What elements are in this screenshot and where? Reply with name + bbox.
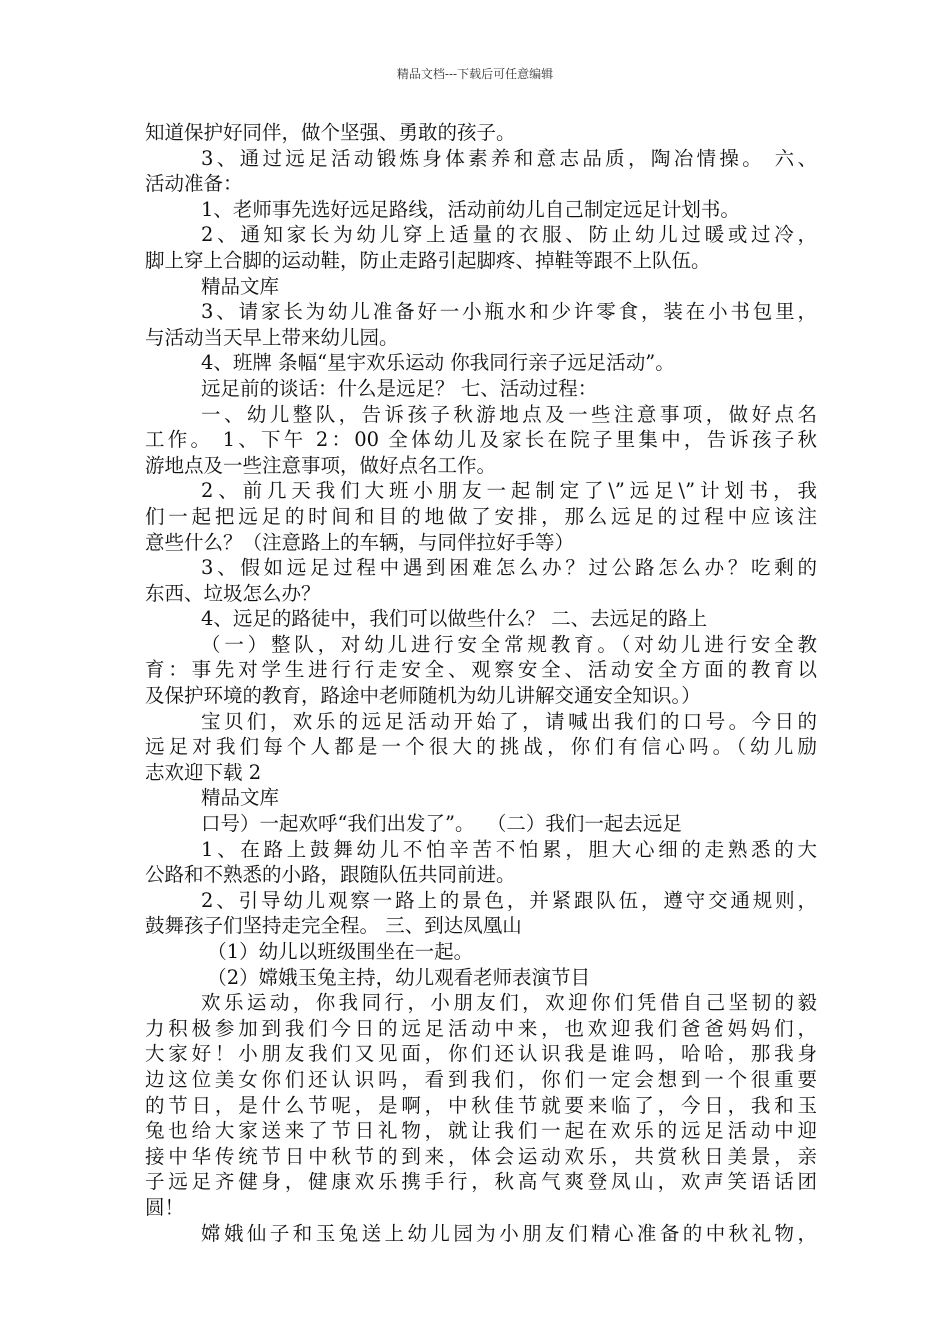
text-line: 精品文库 (201, 786, 280, 810)
text-line: 活动准备： (145, 172, 243, 196)
text-line: 鼓舞孩子们坚持走完全程。 三、到达凤凰山 (145, 914, 522, 938)
text-line: 宝贝们，欢乐的远足活动开始了，请喊出我们的口号。今日的 (201, 709, 817, 733)
text-line: 4、远足的路徒中，我们可以做些什么？ 二、去远足的路上 (201, 607, 708, 631)
text-line: 远足前的谈话：什么是远足？ 七、活动过程： (201, 376, 598, 400)
text-line: 志欢迎下载 2 (145, 760, 262, 784)
text-line: 兔也给大家送来了节日礼物，就让我们一起在欢乐的远足活动中迎 (145, 1119, 817, 1143)
text-line: 嫦娥仙子和玉兔送上幼儿园为小朋友们精心准备的中秋礼物， (201, 1221, 817, 1245)
text-line: 意些什么？（注意路上的车辆，与同伴拉好手等） (145, 530, 575, 554)
text-line: （1）幼儿以班级围坐在一起。 (201, 940, 474, 963)
text-line: 1、在路上鼓舞幼儿不怕辛苦不怕累，胆大心细的走熟悉的大 (201, 837, 817, 861)
text-line: 力积极参加到我们今日的远足活动中来，也欢迎我们爸爸妈妈们， (145, 1016, 817, 1040)
text-line: 1、老师事先选好远足路线，活动前幼儿自己制定远足计划书。 (201, 197, 740, 221)
text-line: 游地点及一些注意事项，做好点名工作。 (145, 453, 497, 477)
text-line: 育：事先对学生进行行走安全、观察安全、活动安全方面的教育以 (145, 658, 817, 682)
page-header: 精品文档---下载后可任意编辑 (396, 67, 554, 81)
text-line: 2、前几天我们大班小朋友一起制定了\”远足\”计划书，我 (201, 479, 817, 503)
text-line: 口号）一起欢呼“我们出发了”。 （二）我们一起去远足 (201, 812, 682, 836)
text-line: 2、通知家长为幼儿穿上适量的衣服、防止幼儿过暖或过冷， (201, 223, 817, 247)
text-line: 4、班牌 条幅“星宇欢乐运动 你我同行亲子远足活动”。 (201, 351, 675, 375)
text-line: （一）整队，对幼儿进行安全常规教育。（对幼儿进行安全教 (201, 632, 817, 656)
text-line: 圆！ (145, 1195, 185, 1219)
document-body (145, 120, 817, 1246)
text-line: （2）嫦娥玉兔主持，幼儿观看老师表演节目 (201, 965, 591, 989)
text-line: 2、引导幼儿观察一路上的景色，并紧跟队伍，遵守交通规则， (201, 888, 817, 912)
text-line: 及保护环境的教育，路途中老师随机为幼儿讲解交通安全知识。） (145, 684, 701, 708)
text-line: 远足对我们每个人都是一个很大的挑战，你们有信心吗。（幼儿励 (145, 735, 817, 759)
text-line: 的节日，是什么节呢，是啊，中秋佳节就要来临了，今日，我和玉 (145, 1093, 817, 1117)
text-line: 工作。 1、下午 2：00 全体幼儿及家长在院子里集中，告诉孩子秋 (145, 428, 817, 452)
text-line: 接中华传统节日中秋节的到来，体会运动欢乐，共赏秋日美景，亲 (145, 1144, 817, 1168)
text-line: 子远足齐健身，健康欢乐携手行，秋高气爽登凤山，欢声笑语话团 (145, 1170, 817, 1194)
text-line: 大家好！小朋友我们又见面，你们还认识我是谁吗，哈哈，那我身 (145, 1042, 817, 1066)
text-line: 东西、垃圾怎么办？ (145, 581, 321, 605)
text-line: 3、请家长为幼儿准备好一小瓶水和少许零食，装在小书包里， (201, 300, 817, 324)
text-line: 边这位美女你们还认识吗，看到我们，你们一定会想到一个很重要 (145, 1067, 817, 1091)
text-line: 与活动当天早上带来幼儿园。 (145, 325, 399, 349)
text-line: 3、通过远足活动锻炼身体素养和意志品质，陶冶情操。 六、 (201, 146, 817, 170)
text-line: 精品文库 (201, 274, 280, 298)
text-line: 欢乐运动，你我同行，小朋友们，欢迎你们凭借自己坚韧的毅 (201, 991, 817, 1015)
text-line: 一、幼儿整队，告诉孩子秋游地点及一些注意事项，做好点名 (201, 402, 817, 426)
text-line: 脚上穿上合脚的运动鞋，防止走路引起脚疼、掉鞋等跟不上队伍。 (145, 248, 711, 272)
text-line: 3、假如远足过程中遇到困难怎么办？过公路怎么办？吃剩的 (201, 556, 817, 580)
text-line: 公路和不熟悉的小路，跟随队伍共同前进。 (145, 863, 516, 887)
text-line: 知道保护好同伴，做个坚强、勇敢的孩子。 (145, 121, 516, 144)
text-line: 们一起把远足的时间和目的地做了安排，那么远足的过程中应该注 (145, 504, 817, 528)
